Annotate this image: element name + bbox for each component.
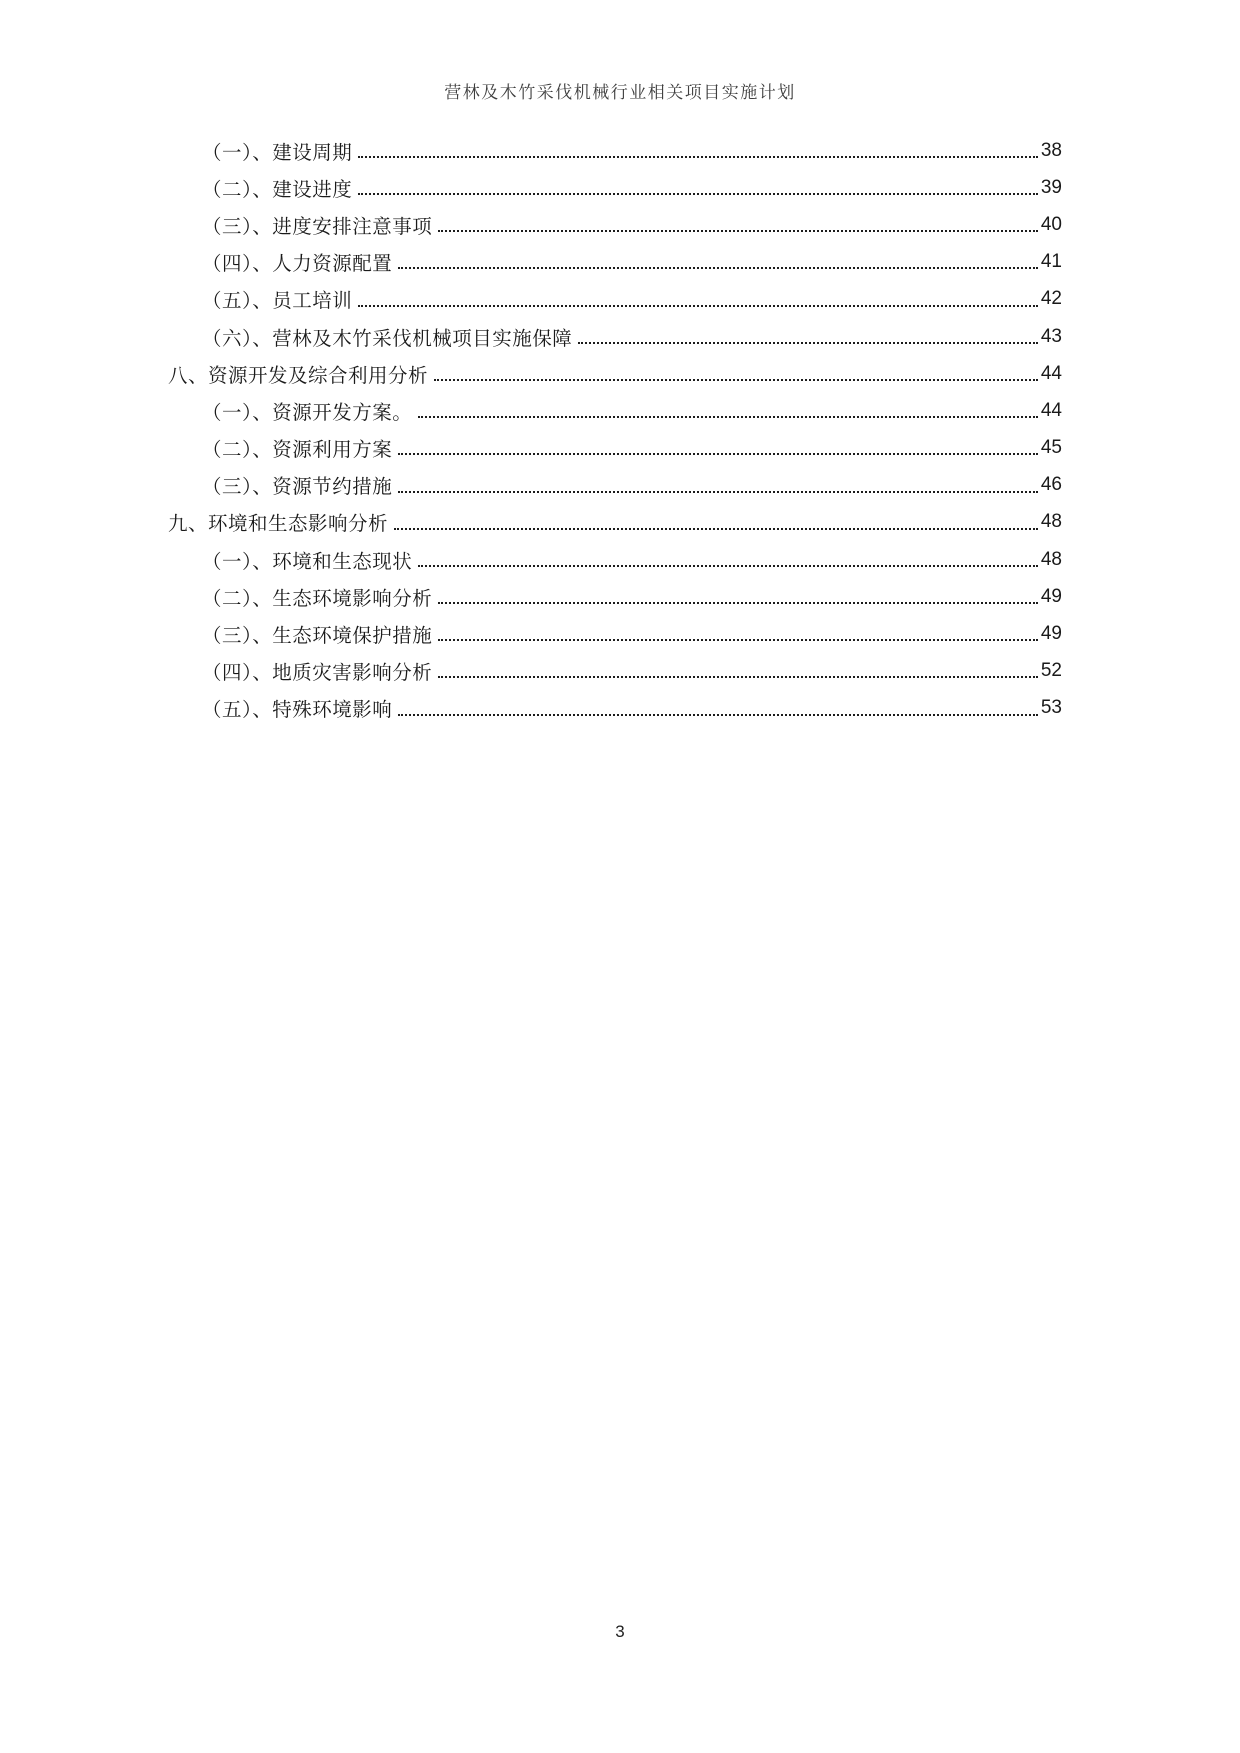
dot-leader: [438, 658, 1038, 678]
toc-entry-page-number: 53: [1040, 697, 1062, 719]
toc-entry-label: （五）、特殊环境影响: [202, 698, 393, 722]
toc-entry-label: （三）、进度安排注意事项: [202, 214, 433, 238]
toc-entry[interactable]: [168, 318, 1062, 355]
dot-leader: [418, 398, 1038, 418]
dot-leader: [358, 175, 1038, 195]
dot-leader: [358, 286, 1038, 306]
toc-entry-label: 九、环境和生态影响分析: [168, 512, 389, 536]
dot-leader: [398, 435, 1038, 455]
toc-entry[interactable]: [168, 244, 1062, 281]
toc-entry[interactable]: [168, 132, 1062, 169]
toc-entry-label: （六）、营林及木竹采伐机械项目实施保障: [202, 326, 573, 350]
toc-entry[interactable]: [168, 206, 1062, 243]
toc-entry[interactable]: [168, 430, 1062, 467]
toc-entry-page-number: 44: [1040, 362, 1062, 384]
dot-leader: [358, 137, 1038, 157]
toc-entry-label: （三）、资源节约措施: [202, 475, 393, 499]
toc-entry-page-number: 44: [1040, 399, 1062, 421]
toc-entry-label: 八、资源开发及综合利用分析: [168, 363, 429, 387]
toc-entry-page-number: 39: [1040, 176, 1062, 198]
dot-leader: [398, 249, 1038, 269]
toc-entry[interactable]: [168, 690, 1062, 727]
footer-page-number: 3: [615, 1622, 625, 1641]
toc-entry[interactable]: [168, 467, 1062, 504]
toc-entry-label: （五）、员工培训: [202, 289, 353, 313]
toc-entry[interactable]: [168, 169, 1062, 206]
toc-entry[interactable]: [168, 541, 1062, 578]
toc-entry-label: （四）、地质灾害影响分析: [202, 661, 433, 685]
toc-entry[interactable]: [168, 578, 1062, 615]
toc-entry-label: （二）、生态环境影响分析: [202, 586, 433, 610]
toc-entry-label: （三）、生态环境保护措施: [202, 624, 433, 648]
dot-leader: [438, 584, 1038, 604]
toc-entry-page-number: 46: [1040, 474, 1062, 496]
table-of-contents: [168, 132, 1062, 727]
dot-leader: [394, 509, 1038, 529]
toc-entry[interactable]: [168, 653, 1062, 690]
toc-entry-page-number: 48: [1040, 548, 1062, 570]
toc-entry-page-number: 38: [1040, 139, 1062, 161]
toc-entry[interactable]: [168, 392, 1062, 429]
toc-entry[interactable]: [168, 355, 1062, 392]
toc-entry-page-number: 49: [1040, 585, 1062, 607]
toc-entry-label: （一）、建设周期: [202, 140, 353, 164]
toc-entry-page-number: 49: [1040, 623, 1062, 645]
document-header-title: 营林及木竹采伐机械行业相关项目实施计划: [444, 83, 796, 103]
toc-entry-page-number: 42: [1040, 288, 1062, 310]
toc-entry-label: （一）、环境和生态现状: [202, 549, 413, 573]
dot-leader: [438, 212, 1038, 232]
toc-entry-label: （二）、资源利用方案: [202, 438, 393, 462]
toc-entry-page-number: 41: [1040, 251, 1062, 273]
dot-leader: [438, 621, 1038, 641]
toc-entry-page-number: 40: [1040, 213, 1062, 235]
toc-entry-page-number: 45: [1040, 437, 1062, 459]
toc-entry[interactable]: [168, 504, 1062, 541]
dot-leader: [418, 546, 1038, 566]
dot-leader: [398, 695, 1038, 715]
toc-entry[interactable]: [168, 281, 1062, 318]
toc-entry-page-number: 48: [1040, 511, 1062, 533]
toc-entry-label: （二）、建设进度: [202, 177, 353, 201]
toc-entry-label: （四）、人力资源配置: [202, 252, 393, 276]
toc-entry[interactable]: [168, 615, 1062, 652]
dot-leader: [578, 323, 1038, 343]
dot-leader: [434, 360, 1038, 380]
toc-entry-label: （一）、资源开发方案。: [202, 400, 413, 424]
toc-entry-page-number: 52: [1040, 660, 1062, 682]
dot-leader: [398, 472, 1038, 492]
toc-entry-page-number: 43: [1040, 325, 1062, 347]
